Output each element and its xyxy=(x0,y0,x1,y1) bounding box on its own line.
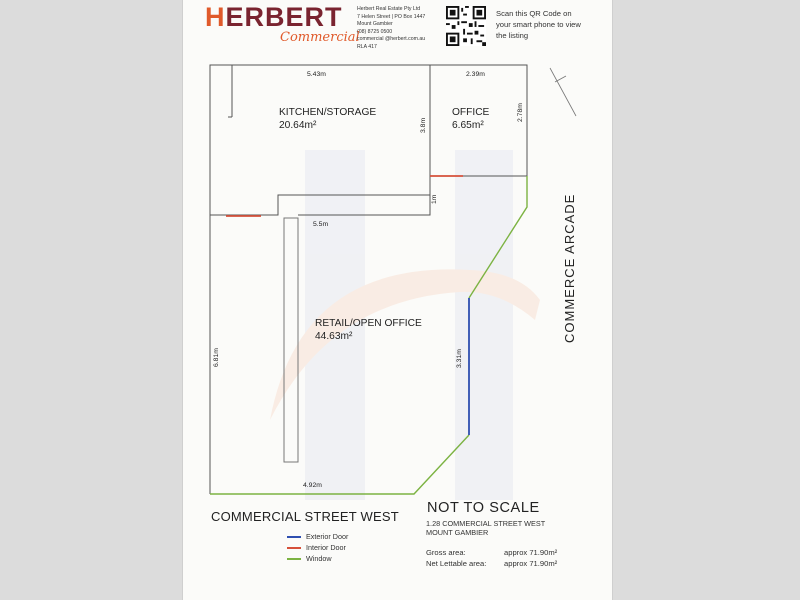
legend-swatch-interior-door xyxy=(287,547,301,549)
agency-logo: HERBERT xyxy=(205,2,343,32)
room-name-kitchen: KITCHEN/STORAGE xyxy=(279,107,377,118)
dim-office-width: 2.39m xyxy=(466,71,485,78)
dim-step: 1m xyxy=(431,194,438,204)
scan-instructions: Scan this QR Code on your smart phone to view the listing xyxy=(496,9,581,40)
dim-bottom-width: 4.92m xyxy=(303,482,322,489)
room-area-retail: 44.63m² xyxy=(315,331,353,342)
not-to-scale-label: NOT TO SCALE xyxy=(427,500,540,516)
legend-label: Window xyxy=(306,554,332,563)
room-area-office: 6.65m² xyxy=(452,120,484,131)
dim-retail-width: 5.5m xyxy=(313,221,329,228)
legend-swatch-window xyxy=(287,558,301,560)
street-label-commerce-arcade: COMMERCE ARCADE xyxy=(562,193,577,343)
legend-label: Interior Door xyxy=(306,543,346,552)
gross-area-value: approx 71.90m² xyxy=(504,548,558,557)
address-line: MOUNT GAMBIER xyxy=(426,527,489,537)
dim-door-segment: 3.31m xyxy=(456,349,463,368)
net-area-value: approx 71.90m² xyxy=(504,559,558,568)
address-line: (08) 8725 0500 xyxy=(357,28,393,35)
counter xyxy=(284,218,298,462)
dim-left-height: 6.81m xyxy=(213,348,220,367)
logo-text-rest: ERBERT xyxy=(225,2,343,32)
room-area-kitchen: 20.64m² xyxy=(279,120,317,131)
address-line: Mount Gambier xyxy=(357,21,393,28)
dim-kitchen-width: 5.43m xyxy=(307,71,326,78)
legend-label: Exterior Door xyxy=(306,532,349,541)
gross-area-label: Gross area: xyxy=(426,548,466,557)
address-line: Herbert Real Estate Pty Ltd xyxy=(357,6,421,12)
room-name-retail: RETAIL/OPEN OFFICE xyxy=(315,318,422,329)
legend-swatch-exterior-door xyxy=(287,536,301,538)
address-line: RLA 417 xyxy=(357,43,377,50)
dim-kitchen-height: 3.8m xyxy=(420,117,427,133)
address-line: 1.28 COMMERCIAL STREET WEST xyxy=(426,519,546,528)
logo-subtext: Commercial xyxy=(280,30,360,45)
address-line: commercial @herbert.com.au xyxy=(357,36,426,43)
room-name-office: OFFICE xyxy=(452,107,490,118)
net-area-label: Net Lettable area: xyxy=(426,559,487,568)
property-address xyxy=(426,520,545,537)
street-label-commercial-street-west: COMMERCIAL STREET WEST xyxy=(211,509,399,524)
address-line: 7 Helen Street | PO Box 1447 xyxy=(357,13,426,20)
dim-office-height: 2.78m xyxy=(517,103,524,122)
